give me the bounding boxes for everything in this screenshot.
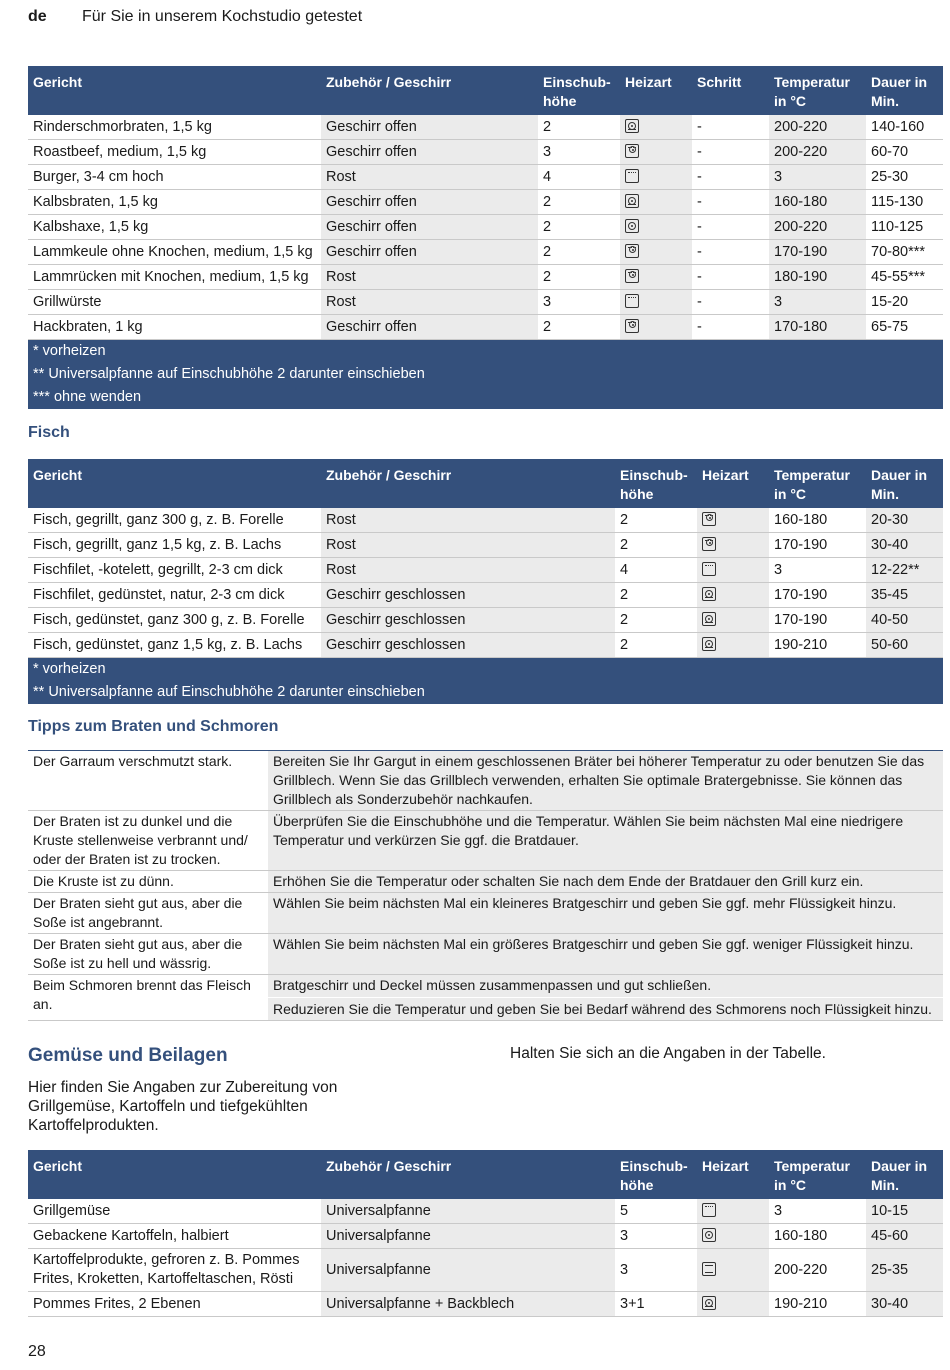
cell-acc: Geschirr offen: [321, 315, 538, 340]
cell-acc: Geschirr offen: [321, 115, 538, 140]
page-header-title: Für Sie in unserem Kochstudio getestet: [82, 8, 363, 25]
cell-temp: 3: [769, 165, 866, 190]
footnote-row: [28, 658, 943, 682]
table-row: [28, 558, 943, 583]
circulated-grill-icon: [625, 319, 639, 333]
table-row: [28, 190, 943, 215]
tip-problem: Der Braten sieht gut aus, aber die Soße ist zu hell und wässrig.: [28, 934, 268, 975]
cell-dur: 30-40: [866, 1292, 943, 1317]
cell-level: 2: [538, 115, 620, 140]
cell-heating: [620, 265, 692, 290]
circulated-grill-icon: [702, 512, 716, 526]
cell-step: -: [692, 240, 769, 265]
cell-step: -: [692, 215, 769, 240]
cell-acc: Geschirr offen: [321, 240, 538, 265]
cell-level: 4: [615, 558, 697, 583]
col-level-header: Einschubhöhe: [538, 66, 620, 115]
vegetables-instruction-text: Halten Sie sich an die Angaben in der Tabelle.: [510, 1045, 826, 1062]
vegetables-cooking-table: [28, 1150, 943, 1317]
cell-temp: 190-210: [769, 633, 866, 658]
cell-dur: 45-60: [866, 1224, 943, 1249]
hot-air-gentle-icon: [702, 637, 716, 651]
tip-solution-cell: [268, 934, 943, 975]
table-row: [28, 533, 943, 558]
tip-solution: Überprüfen Sie die Einschubhöhe und die Temperatur. Wählen Sie beim nächsten Mal eine niedrigere Temperatur und verkürzen Sie ggf. die Bratdauer.: [273, 813, 904, 848]
cell-level: 2: [538, 215, 620, 240]
cell-level: 3: [538, 140, 620, 165]
tip-solution: Erhöhen Sie die Temperatur oder schalten Sie nach dem Ende der Bratdauer den Grill kurz ein.: [273, 873, 864, 889]
cell-acc: Rost: [321, 165, 538, 190]
tip-problem: Die Kruste ist zu dünn.: [28, 871, 268, 893]
cell-dur: 15-20: [866, 290, 943, 315]
hot-air-gentle-icon: [625, 194, 639, 208]
cell-temp: 200-220: [769, 1249, 866, 1292]
fish-section-title: Fisch: [28, 424, 70, 441]
cell-dish: Pommes Frites, 2 Ebenen: [28, 1292, 321, 1317]
cell-temp: 160-180: [769, 1224, 866, 1249]
cell-temp: 3: [769, 1199, 866, 1224]
col-accessory-header: Zubehör / Geschirr: [321, 1150, 615, 1199]
circulated-grill-icon: [702, 537, 716, 551]
cell-temp: 200-220: [769, 140, 866, 165]
cell-dur: 12-22**: [866, 558, 943, 583]
cell-heating: [620, 165, 692, 190]
cell-dur: 10-15: [866, 1199, 943, 1224]
col-level-header: Einschubhöhe: [615, 1150, 697, 1199]
cell-level: 4: [538, 165, 620, 190]
cell-temp: 200-220: [769, 215, 866, 240]
cell-acc: Universalpfanne: [321, 1199, 615, 1224]
cell-dur: 70-80***: [866, 240, 943, 265]
cell-level: 3: [615, 1249, 697, 1292]
tip-solution: Wählen Sie beim nächsten Mal ein kleineres Bratgeschirr und geben Sie ggf. mehr Flüssigkeit hinzu.: [273, 895, 897, 911]
cell-dish: Fisch, gegrillt, ganz 1,5 kg, z. B. Lachs: [28, 533, 321, 558]
footnote-row: [28, 386, 943, 409]
footnote: * vorheizen: [28, 658, 943, 682]
tip-row: [28, 975, 943, 1021]
hot-air-icon: [625, 219, 639, 233]
tip-row: [28, 893, 943, 934]
cell-heating: [620, 215, 692, 240]
cell-temp: 180-190: [769, 265, 866, 290]
cell-acc: Rost: [321, 533, 615, 558]
cell-dish: Hackbraten, 1 kg: [28, 315, 321, 340]
table-row: [28, 508, 943, 533]
cell-level: 3+1: [615, 1292, 697, 1317]
vegetables-section-title: Gemüse und Beilagen: [28, 1045, 228, 1066]
cell-dish: Fisch, gedünstet, ganz 300 g, z. B. Forelle: [28, 608, 321, 633]
tip-problem: Der Braten sieht gut aus, aber die Soße ist angebrannt.: [28, 893, 268, 934]
table-row: [28, 1292, 943, 1317]
cell-temp: 170-190: [769, 583, 866, 608]
cell-acc: Universalpfanne: [321, 1224, 615, 1249]
cell-acc: Universalpfanne + Backblech: [321, 1292, 615, 1317]
col-duration-header: Dauer in Min.: [866, 66, 943, 115]
cell-dish: Lammrücken mit Knochen, medium, 1,5 kg: [28, 265, 321, 290]
cell-level: 2: [615, 608, 697, 633]
tip-solution: Bratgeschirr und Deckel müssen zusammenpassen und gut schließen.: [273, 977, 712, 993]
footnote-row: [28, 363, 943, 386]
cell-acc: Geschirr geschlossen: [321, 583, 615, 608]
grill-large-icon: [702, 562, 716, 576]
cell-dish: Fischfilet, gedünstet, natur, 2-3 cm dick: [28, 583, 321, 608]
page-number: 28: [28, 1343, 46, 1360]
col-level-header: Einschubhöhe: [615, 459, 697, 508]
cell-level: 2: [538, 190, 620, 215]
col-dish-header: Gericht: [28, 66, 321, 115]
cell-acc: Geschirr offen: [321, 215, 538, 240]
cell-step: -: [692, 265, 769, 290]
cell-step: -: [692, 290, 769, 315]
cell-dish: Fisch, gedünstet, ganz 1,5 kg, z. B. Lachs: [28, 633, 321, 658]
cell-dur: 25-35: [866, 1249, 943, 1292]
cell-heating: [620, 115, 692, 140]
tip-solution-cell: [268, 893, 943, 934]
tip-solution: Wählen Sie beim nächsten Mal ein größeres Bratgeschirr und geben Sie ggf. weniger Flüssigkeit hinzu.: [273, 936, 914, 952]
cell-step: -: [692, 140, 769, 165]
cell-acc: Rost: [321, 508, 615, 533]
table-row: [28, 633, 943, 658]
cell-dur: 20-30: [866, 508, 943, 533]
cell-dish: Gebackene Kartoffeln, halbiert: [28, 1224, 321, 1249]
tip-row: [28, 811, 943, 871]
table-row: [28, 583, 943, 608]
hot-air-icon: [702, 1228, 716, 1242]
cell-dish: Rinderschmorbraten, 1,5 kg: [28, 115, 321, 140]
col-dish-header: Gericht: [28, 459, 321, 508]
col-accessory-header: Zubehör / Geschirr: [321, 459, 615, 508]
cell-heating: [620, 315, 692, 340]
table-row: [28, 115, 943, 140]
tip-row: [28, 751, 943, 811]
cell-level: 3: [615, 1224, 697, 1249]
cell-dur: 50-60: [866, 633, 943, 658]
grill-large-icon: [625, 169, 639, 183]
table-row: [28, 215, 943, 240]
tip-problem: Beim Schmoren brennt das Fleisch an.: [28, 975, 268, 1021]
circulated-grill-icon: [625, 244, 639, 258]
tip-solution-cell: [268, 975, 943, 1021]
grill-large-icon: [625, 294, 639, 308]
cell-heating: [697, 508, 769, 533]
tip-problem: Der Garraum verschmutzt stark.: [28, 751, 268, 811]
meat-cooking-table: [28, 66, 943, 409]
cell-heating: [620, 290, 692, 315]
cell-dur: 65-75: [866, 315, 943, 340]
cell-step: -: [692, 115, 769, 140]
col-step-header: Schritt: [692, 66, 769, 115]
cell-acc: Geschirr geschlossen: [321, 633, 615, 658]
col-heating-header: Heizart: [620, 66, 692, 115]
cell-dur: 40-50: [866, 608, 943, 633]
table-row: [28, 165, 943, 190]
table-row: [28, 265, 943, 290]
footnote: ** Universalpfanne auf Einschubhöhe 2 darunter einschieben: [28, 681, 943, 704]
tip-solution-cell: [268, 811, 943, 871]
table-row: [28, 1199, 943, 1224]
cell-dish: Grillgemüse: [28, 1199, 321, 1224]
col-duration-header: Dauer in Min.: [866, 459, 943, 508]
cell-dur: 25-30: [866, 165, 943, 190]
cell-level: 2: [615, 583, 697, 608]
cell-level: 2: [538, 265, 620, 290]
table-row: [28, 1249, 943, 1292]
col-duration-header: Dauer in Min.: [866, 1150, 943, 1199]
cell-dur: 45-55***: [866, 265, 943, 290]
cell-dur: 35-45: [866, 583, 943, 608]
col-temp-header: Temperatur in °C: [769, 1150, 866, 1199]
col-dish-header: Gericht: [28, 1150, 321, 1199]
tip-solution: Bereiten Sie Ihr Gargut in einem geschlossenen Bräter bei höherer Temperatur zu oder benutzen Sie das Grillblech. Wenn Sie das Grillblech verwenden, erhalten Sie optimale Bratergebnisse. Sie können das Grillblech als Sonderzubehör nachkaufen.: [273, 753, 925, 807]
cell-dur: 60-70: [866, 140, 943, 165]
cell-heating: [620, 190, 692, 215]
language-code: de: [28, 8, 47, 25]
cell-acc: Geschirr offen: [321, 190, 538, 215]
circulated-grill-icon: [625, 144, 639, 158]
cell-acc: Universalpfanne: [321, 1249, 615, 1292]
cell-dish: Fisch, gegrillt, ganz 300 g, z. B. Forelle: [28, 508, 321, 533]
hot-air-gentle-icon: [702, 612, 716, 626]
footnote: *** ohne wenden: [28, 386, 943, 409]
tip-solution: Reduzieren Sie die Temperatur und geben Sie bei Bedarf während des Schmorens noch Flüssigkeit hinzu.: [268, 997, 943, 1019]
top-bottom-heat-icon: [702, 1262, 716, 1276]
cell-dur: 140-160: [866, 115, 943, 140]
tip-problem: Der Braten ist zu dunkel und die Kruste stellenweise verbrannt und/ oder der Braten ist zu trocken.: [28, 811, 268, 871]
cell-heating: [697, 608, 769, 633]
cell-acc: Geschirr geschlossen: [321, 608, 615, 633]
cell-temp: 190-210: [769, 1292, 866, 1317]
table-row: [28, 1224, 943, 1249]
cell-step: -: [692, 315, 769, 340]
table-row: [28, 608, 943, 633]
cell-dish: Fischfilet, -kotelett, gegrillt, 2-3 cm dick: [28, 558, 321, 583]
cell-level: 2: [615, 633, 697, 658]
cell-dish: Kalbsbraten, 1,5 kg: [28, 190, 321, 215]
cell-dish: Kartoffelprodukte, gefroren z. B. Pommes Frites, Kroketten, Kartoffeltaschen, Rösti: [28, 1249, 321, 1292]
footnote: ** Universalpfanne auf Einschubhöhe 2 darunter einschieben: [28, 363, 943, 386]
cell-heating: [697, 1199, 769, 1224]
table-row: [28, 240, 943, 265]
table-row: [28, 140, 943, 165]
cell-level: 2: [615, 508, 697, 533]
cell-temp: 170-190: [769, 533, 866, 558]
tip-row: [28, 934, 943, 975]
cell-temp: 170-190: [769, 240, 866, 265]
tip-solution-cell: [268, 871, 943, 893]
tip-solution-cell: [268, 751, 943, 811]
cell-dur: 110-125: [866, 215, 943, 240]
vegetables-intro-text: Hier finden Sie Angaben zur Zubereitung von Grillgemüse, Kartoffeln und tiefgekühlten Kartoffelprodukten.: [28, 1079, 338, 1134]
cell-dur: 115-130: [866, 190, 943, 215]
cell-dur: 30-40: [866, 533, 943, 558]
cell-dish: Kalbshaxe, 1,5 kg: [28, 215, 321, 240]
cell-temp: 170-180: [769, 315, 866, 340]
col-temp-header: Temperatur in °C: [769, 66, 866, 115]
cell-dish: Burger, 3-4 cm hoch: [28, 165, 321, 190]
hot-air-gentle-icon: [702, 1296, 716, 1310]
cell-acc: Rost: [321, 290, 538, 315]
cell-heating: [620, 240, 692, 265]
cell-temp: 170-190: [769, 608, 866, 633]
col-temp-header: Temperatur in °C: [769, 459, 866, 508]
tips-section-title: Tipps zum Braten und Schmoren: [28, 718, 279, 735]
fish-cooking-table: [28, 459, 943, 704]
footnote-row: [28, 681, 943, 704]
cell-step: -: [692, 165, 769, 190]
cell-heating: [697, 558, 769, 583]
cell-heating: [620, 140, 692, 165]
hot-air-gentle-icon: [702, 587, 716, 601]
footnote: * vorheizen: [28, 340, 943, 364]
tip-row: [28, 871, 943, 893]
cell-temp: 160-180: [769, 190, 866, 215]
cell-heating: [697, 1224, 769, 1249]
cell-heating: [697, 1249, 769, 1292]
col-heating-header: Heizart: [697, 459, 769, 508]
cell-level: 3: [538, 290, 620, 315]
col-accessory-header: Zubehör / Geschirr: [321, 66, 538, 115]
cell-step: -: [692, 190, 769, 215]
cell-heating: [697, 583, 769, 608]
tips-table: [28, 750, 943, 1021]
table-row: [28, 315, 943, 340]
cell-level: 2: [538, 315, 620, 340]
footnote-row: [28, 340, 943, 364]
cell-temp: 200-220: [769, 115, 866, 140]
cell-temp: 3: [769, 290, 866, 315]
cell-level: 5: [615, 1199, 697, 1224]
cell-temp: 3: [769, 558, 866, 583]
cell-heating: [697, 533, 769, 558]
cell-acc: Rost: [321, 558, 615, 583]
cell-level: 2: [538, 240, 620, 265]
cell-acc: Rost: [321, 265, 538, 290]
cell-level: 2: [615, 533, 697, 558]
cell-dish: Roastbeef, medium, 1,5 kg: [28, 140, 321, 165]
cell-heating: [697, 1292, 769, 1317]
cell-acc: Geschirr offen: [321, 140, 538, 165]
cell-heating: [697, 633, 769, 658]
grill-large-icon: [702, 1203, 716, 1217]
cell-dish: Grillwürste: [28, 290, 321, 315]
table-row: [28, 290, 943, 315]
circulated-grill-icon: [625, 269, 639, 283]
cell-temp: 160-180: [769, 508, 866, 533]
cell-dish: Lammkeule ohne Knochen, medium, 1,5 kg: [28, 240, 321, 265]
hot-air-gentle-icon: [625, 119, 639, 133]
col-heating-header: Heizart: [697, 1150, 769, 1199]
